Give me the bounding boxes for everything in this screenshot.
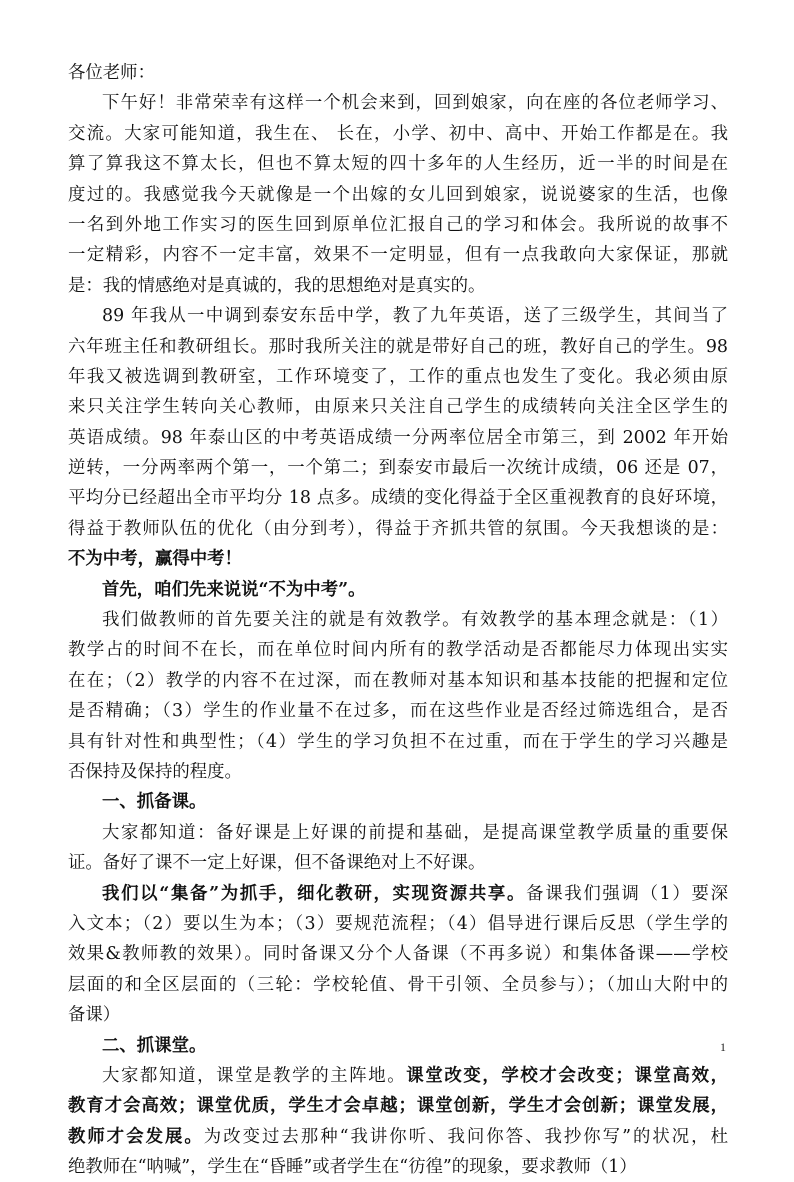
text-line: [68, 332, 728, 362]
text-line: [68, 909, 728, 939]
text-line: [68, 544, 728, 574]
text-run: 在在；（2）教学的内容不在过深，而在教师对基本知识和基本技能的把握和定位: [68, 670, 728, 691]
text-line: [68, 818, 728, 848]
text-line: [68, 271, 728, 301]
bold-text-run: 课堂改变，学校才会改变；课堂高效，: [406, 1065, 728, 1086]
text-run: 是：我的情感绝对是真诚的，我的思想绝对是真实的。: [68, 275, 486, 296]
text-line: [68, 514, 728, 544]
text-line: [68, 1152, 728, 1182]
text-line: [68, 848, 728, 878]
text-run: 来只关注学生转向关心教师，由原来只关注自己学生的成绩转向关注全区学生的: [68, 397, 728, 418]
text-run: 否保持及保持的程度。: [68, 761, 242, 782]
text-run: 得益于教师队伍的优化（由分到考），得益于齐抓共管的氛围。今天我想谈的是：: [68, 518, 728, 539]
text-run: 入文本；（2）要以生为本；（3）要规范流程；（4）倡导进行课后反思（学生学的: [68, 913, 728, 934]
bold-text-run: 我们以“集备”为抓手，细化教研，实现资源共享。: [102, 883, 527, 904]
text-run: 交流。大家可能知道，我生在、 长在，小学、初中、高中、开始工作都是在。我: [68, 123, 728, 144]
paragraph: [68, 787, 728, 817]
text-line: [68, 696, 728, 726]
text-run: 一定精彩，内容不一定丰富，效果不一定明显，但有一点我敢向大家保证，那就: [68, 245, 728, 266]
text-line: [68, 301, 728, 331]
document-page: [68, 58, 728, 1182]
text-run: 绝教师在“呐喊”，学生在“昏睡”或者学生在“彷徨”的现象，要求教师（1）: [68, 1157, 637, 1178]
text-run: 六年班主任和教研组长。那时我所关注的就是带好自己的班，教好自己的学生。98: [68, 336, 728, 357]
text-line: [68, 635, 728, 665]
text-line: [68, 575, 728, 605]
text-line: [68, 119, 728, 149]
text-run: 逆转，一分两率两个第一，一个第二；到泰安市最后一次统计成绩，06 还是 07，: [68, 458, 728, 479]
text-line: [68, 1031, 728, 1061]
bold-text-run: 教师才会发展。: [68, 1126, 204, 1147]
text-run: 算了算我这不算太长，但也不算太短的四十多年的人生经历，近一半的时间是在: [68, 154, 728, 175]
text-run: 层面的和全区层面的（三轮：学校轮值、骨干引领、全员参与）；（加山大附中的: [68, 974, 728, 995]
salutation: 各位老师：: [68, 63, 155, 83]
bold-text-run: 一、抓备课。: [102, 792, 207, 813]
text-run: 备课）: [68, 1005, 121, 1026]
text-line: [68, 1061, 728, 1091]
text-run: 是否精确；（3）学生的作业量不在过多，而在这些作业是否经过筛选组合，是否: [68, 701, 728, 722]
text-line: [68, 879, 728, 909]
text-line: [68, 939, 728, 969]
text-line: [68, 483, 728, 513]
text-run: 我们做教师的首先要关注的就是有效教学。有效教学的基本理念就是：（1）: [102, 610, 728, 631]
paragraph: [68, 879, 728, 1031]
paragraph: [68, 1061, 728, 1182]
text-line: [68, 180, 728, 210]
text-run: 平均分已经超出全市平均分 18 点多。成绩的变化得益于全区重视教育的良好环境，: [68, 488, 728, 509]
text-run: 一名到外地工作实习的医生回到原单位汇报自己的学习和体会。我所说的故事不: [68, 214, 728, 235]
text-run: 英语成绩。98 年泰山区的中考英语成绩一分两率位居全市第三，到 2002 年开始: [68, 427, 728, 448]
text-line: [68, 1091, 728, 1121]
text-run: 89 年我从一中调到泰安东岳中学，教了九年英语，送了三级学生，其间当了: [102, 306, 728, 327]
text-line: [68, 1122, 728, 1152]
text-run: 教学占的时间不在长，而在单位时间内所有的教学活动是否都能尽力体现出实实: [68, 640, 728, 661]
document-body: [68, 88, 728, 1182]
text-run: 大家都知道：备好课是上好课的前提和基础，是提高课堂教学质量的重要保: [102, 822, 728, 843]
paragraph: [68, 605, 728, 787]
text-line: [68, 210, 728, 240]
text-line: [68, 727, 728, 757]
text-run: 为改变过去那种“我讲你听、我问你答、我抄你写”的状况，杜: [203, 1126, 728, 1147]
text-run: 备课我们强调（1）要深: [526, 883, 728, 904]
text-run: 度过的。我感觉我今天就像是一个出嫁的女儿回到娘家，说说婆家的生活，也像: [68, 184, 728, 205]
bold-text-run: 二、抓课堂。: [102, 1035, 207, 1056]
text-line: [68, 362, 728, 392]
text-run: 大家都知道，课堂是教学的主阵地。: [102, 1065, 407, 1086]
text-run: 年我又被选调到教研室，工作环境变了，工作的重点也发生了变化。我必须由原: [68, 366, 728, 387]
text-line: [68, 787, 728, 817]
text-line: [68, 1000, 728, 1030]
text-line: [68, 970, 728, 1000]
paragraph: [68, 575, 728, 605]
page-number: 1: [720, 1040, 726, 1054]
text-line: [68, 240, 728, 270]
paragraph: [68, 301, 728, 575]
paragraph: [68, 88, 728, 301]
bold-text-run: 不为中考，赢得中考！: [68, 549, 242, 570]
paragraph: [68, 818, 728, 879]
text-line: [68, 453, 728, 483]
text-line: [68, 88, 728, 118]
text-line: [68, 149, 728, 179]
bold-text-run: 教育才会高效；课堂优质，学生才会卓越；课堂创新，学生才会创新；课堂发展，: [68, 1096, 728, 1117]
bold-text-run: 首先，咱们先来说说“不为中考”。: [102, 579, 366, 600]
text-run: 下午好！非常荣幸有这样一个机会来到，回到娘家，向在座的各位老师学习、: [102, 93, 728, 114]
text-run: 效果&教师教的效果）。同时备课又分个人备课（不再多说）和集体备课——学校: [68, 944, 728, 965]
text-run: 证。备好了课不一定上好课，但不备课绝对上不好课。: [68, 853, 486, 874]
text-run: 具有针对性和典型性；（4）学生的学习负担不在过重，而在于学生的学习兴趣是: [68, 731, 728, 752]
text-line: [68, 392, 728, 422]
paragraph: [68, 1031, 728, 1061]
text-line: [68, 605, 728, 635]
text-line: [68, 757, 728, 787]
text-line: [68, 666, 728, 696]
text-line: [68, 423, 728, 453]
